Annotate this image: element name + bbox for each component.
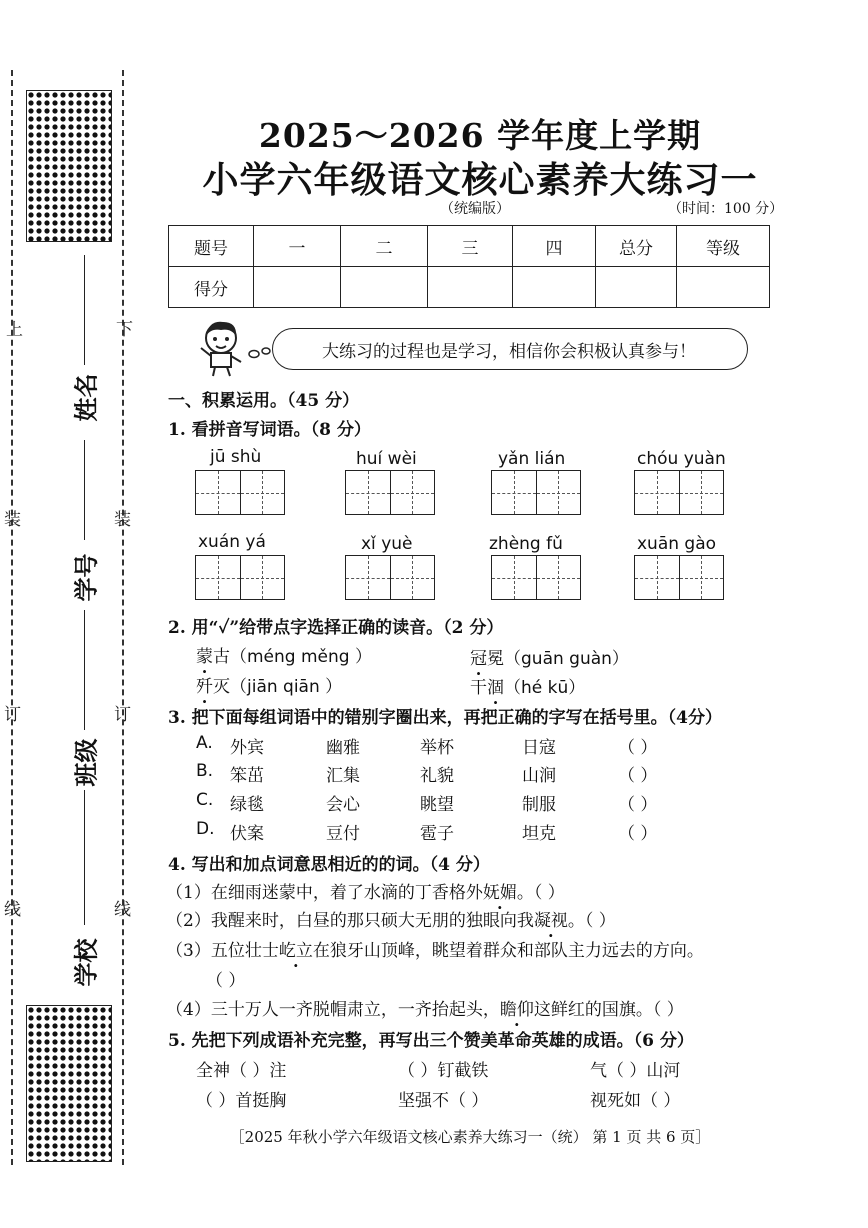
- q1-pinyin: xǐ yuè: [361, 534, 413, 554]
- q2-dotted-char: 蒙: [196, 647, 213, 667]
- score-cell-header: 四: [513, 226, 596, 267]
- score-cell-header: 二: [341, 226, 428, 267]
- q3-row-letter: C.: [196, 790, 214, 810]
- q4-dotted-word: 屹立: [278, 941, 313, 961]
- q4-sentence-3: [166, 936, 704, 961]
- q4-answer-blank[interactable]: 。（ ）: [516, 883, 565, 903]
- q1-pinyin: xuán yá: [198, 532, 266, 552]
- q3-word: 坦克: [522, 824, 556, 844]
- q2-options[interactable]: （guān guàn）: [504, 649, 629, 669]
- binding-char-xian-right: 线: [114, 900, 131, 920]
- q2-item: [196, 642, 372, 667]
- q5-idiom-blank[interactable]: （ ）钉截铁: [398, 1061, 489, 1081]
- q3-answer-blank[interactable]: （ ）: [618, 824, 658, 844]
- cartoon-boy-icon: [193, 318, 249, 378]
- q4-sentence-text: （2）我醒来时，白昼的那只硕大无朋的独眼向我: [166, 911, 534, 931]
- score-cell-blank[interactable]: [513, 267, 596, 308]
- q2-word-rest: 古: [213, 647, 230, 667]
- q2-word-pre: 干: [470, 678, 487, 698]
- binding-char-shang: 上: [6, 320, 23, 340]
- q3-word: 伏案: [230, 824, 264, 844]
- q1-pinyin: chóu yuàn: [637, 449, 726, 469]
- thought-bubble-dots-icon: [248, 345, 274, 359]
- q1-answer-grid[interactable]: [634, 555, 724, 600]
- q3-word: 制服: [522, 795, 556, 815]
- score-cell-blank[interactable]: [428, 267, 513, 308]
- q4-dotted-word: 瞻仰: [499, 1000, 534, 1020]
- q3-word: 雹子: [420, 824, 454, 844]
- binding-char-ding-left: 订: [4, 705, 21, 725]
- speech-bubble-text: 大练习的过程也是学习，相信你会积极认真参与！: [322, 342, 696, 362]
- q2-dotted-char: 涸: [487, 678, 504, 698]
- score-cell-header: 三: [428, 226, 513, 267]
- page-footer: ［2025 年秋小学六年级语文核心素养大练习一（统） 第 1 页 共 6 页］: [229, 1128, 711, 1146]
- q3-answer-blank[interactable]: （ ）: [618, 795, 658, 815]
- q1-pinyin: jū shù: [210, 447, 262, 467]
- q4-dotted-word: 妩媚: [482, 883, 517, 903]
- q3-row-letter: D.: [196, 819, 215, 839]
- binding-char-xian-left: 线: [4, 900, 21, 920]
- q1-prompt: 1. 看拼音写词语。（8 分）: [168, 420, 371, 440]
- q4-sentence-text: （3）五位壮士: [166, 941, 279, 961]
- name-write-line[interactable]: [84, 255, 85, 365]
- q1-answer-grid[interactable]: [195, 555, 285, 600]
- q4-answer-blank[interactable]: （ ）: [206, 971, 246, 991]
- q5-idiom-blank[interactable]: （ ）首挺胸: [196, 1091, 287, 1111]
- section1-heading: 一、积累运用。（45 分）: [168, 391, 360, 411]
- score-cell-blank[interactable]: [677, 267, 770, 308]
- q2-word-rest: 灭: [213, 677, 230, 697]
- q3-prompt: 3. 把下面每组词语中的错别字圈出来，再把正确的字写在括号里。（4分）: [168, 708, 722, 728]
- q4-prompt: 4. 写出和加点词意思相近的的词。（4 分）: [168, 855, 490, 875]
- q3-word: 会心: [326, 795, 360, 815]
- q1-answer-grid[interactable]: [195, 470, 285, 515]
- q3-word: 汇集: [326, 766, 360, 786]
- score-cell-header: 题号: [169, 226, 254, 267]
- q5-idiom-blank[interactable]: 视死如（ ）: [590, 1091, 681, 1111]
- binding-dashed-line-left: [11, 70, 13, 1165]
- q1-pinyin: xuān gào: [637, 534, 717, 554]
- q1-pinyin: yǎn lián: [498, 449, 566, 469]
- score-cell-header: 等级: [677, 226, 770, 267]
- edition-label: （统编版）: [440, 201, 510, 217]
- class-label: 班级: [71, 738, 101, 787]
- q3-word: 豆付: [326, 824, 360, 844]
- student-number-label: 学号: [71, 553, 101, 602]
- score-cell-header: 一: [254, 226, 341, 267]
- dot-pattern-bottom: [26, 1005, 112, 1162]
- q3-row-letter: B.: [196, 761, 214, 781]
- score-table-score-row: [169, 267, 770, 308]
- q2-options[interactable]: （jiān qiān ）: [230, 677, 343, 697]
- score-table-header-row: [169, 226, 770, 267]
- q2-item: [196, 672, 342, 697]
- dot-pattern-top: [26, 90, 112, 242]
- score-cell-header: 总分: [596, 226, 677, 267]
- time-limit: （时间：100 分）: [668, 201, 784, 217]
- score-row-label: 得分: [169, 267, 254, 308]
- q4-sentence-text: （4）三十万人一齐脱帽肃立，一齐抬起头，: [166, 1000, 500, 1020]
- q1-answer-grid[interactable]: [345, 470, 435, 515]
- q3-word: 幽雅: [326, 738, 360, 758]
- q1-answer-grid[interactable]: [345, 555, 435, 600]
- q4-sentence-1: [166, 878, 565, 903]
- q3-row-letter: A.: [196, 733, 213, 753]
- score-cell-blank[interactable]: [341, 267, 428, 308]
- q2-prompt: 2. 用“✓”给带点字选择正确的读音。（2 分）: [168, 618, 504, 638]
- q1-answer-grid[interactable]: [491, 470, 581, 515]
- school-write-line[interactable]: [84, 790, 85, 925]
- q2-options[interactable]: （hé kū）: [504, 678, 586, 698]
- q4-dotted-word: 凝视: [533, 911, 568, 931]
- score-cell-blank[interactable]: [596, 267, 677, 308]
- q3-answer-blank[interactable]: （ ）: [618, 738, 658, 758]
- q3-word: 绿毯: [230, 795, 264, 815]
- score-cell-blank[interactable]: [254, 267, 341, 308]
- q3-word: 外宾: [230, 738, 264, 758]
- q2-dotted-char: 歼: [196, 677, 213, 697]
- exam-title-line2: 小学六年级语文核心素养大练习一: [202, 159, 758, 201]
- exam-title-line1: 2025～2026 学年度上学期: [258, 116, 702, 155]
- q1-answer-grid[interactable]: [634, 470, 724, 515]
- name-label: 姓名: [71, 373, 101, 422]
- q2-item: [470, 673, 585, 698]
- q2-options[interactable]: （méng měng ）: [230, 647, 372, 667]
- binding-char-zhuang-right: 装: [114, 510, 131, 530]
- q1-pinyin: huí wèi: [356, 449, 417, 469]
- binding-char-zhuang-left: 装: [4, 510, 21, 530]
- binding-dashed-line-right: [122, 70, 124, 1165]
- q1-answer-grid[interactable]: [491, 555, 581, 600]
- q3-word: 眺望: [420, 795, 454, 815]
- q3-word: 举杯: [420, 738, 454, 758]
- q3-word: 山涧: [522, 766, 556, 786]
- q2-word-rest: 冕: [487, 649, 504, 669]
- q1-pinyin: zhèng fǔ: [489, 534, 563, 554]
- q3-word: 日寇: [522, 738, 556, 758]
- q4-answer-blank[interactable]: 。（ ）: [567, 911, 616, 931]
- q4-sentence-text: （1）在细雨迷蒙中，着了水滴的丁香格外: [166, 883, 483, 903]
- binding-char-ding-right: 订: [114, 705, 131, 725]
- q5-prompt: 5. 先把下列成语补充完整，再写出三个赞美革命英雄的成语。（6 分）: [168, 1031, 694, 1051]
- class-write-line[interactable]: [84, 610, 85, 730]
- school-label: 学校: [71, 938, 101, 987]
- q2-item: [470, 644, 629, 669]
- binding-char-xia: 下: [116, 320, 133, 340]
- q4-sentence-4: [166, 995, 684, 1020]
- q3-answer-blank[interactable]: （ ）: [618, 766, 658, 786]
- q4-sentence-2: [166, 906, 616, 931]
- score-table: [168, 225, 770, 308]
- q4-sentence-text: 在狼牙山顶峰，眺望着群众和部队主力远去的方向。: [312, 941, 704, 961]
- q3-word: 笨茁: [230, 766, 264, 786]
- q3-word: 礼貌: [420, 766, 454, 786]
- q5-idiom-blank[interactable]: 全神（ ）注: [196, 1061, 287, 1081]
- q2-dotted-char: 冠: [470, 649, 487, 669]
- q5-idiom-blank[interactable]: 气（ ）山河: [590, 1061, 681, 1081]
- q4-answer-blank[interactable]: 这鲜红的国旗。（ ）: [533, 1000, 684, 1020]
- q5-idiom-blank[interactable]: 坚强不（ ）: [398, 1091, 489, 1111]
- student-number-write-line[interactable]: [84, 440, 85, 540]
